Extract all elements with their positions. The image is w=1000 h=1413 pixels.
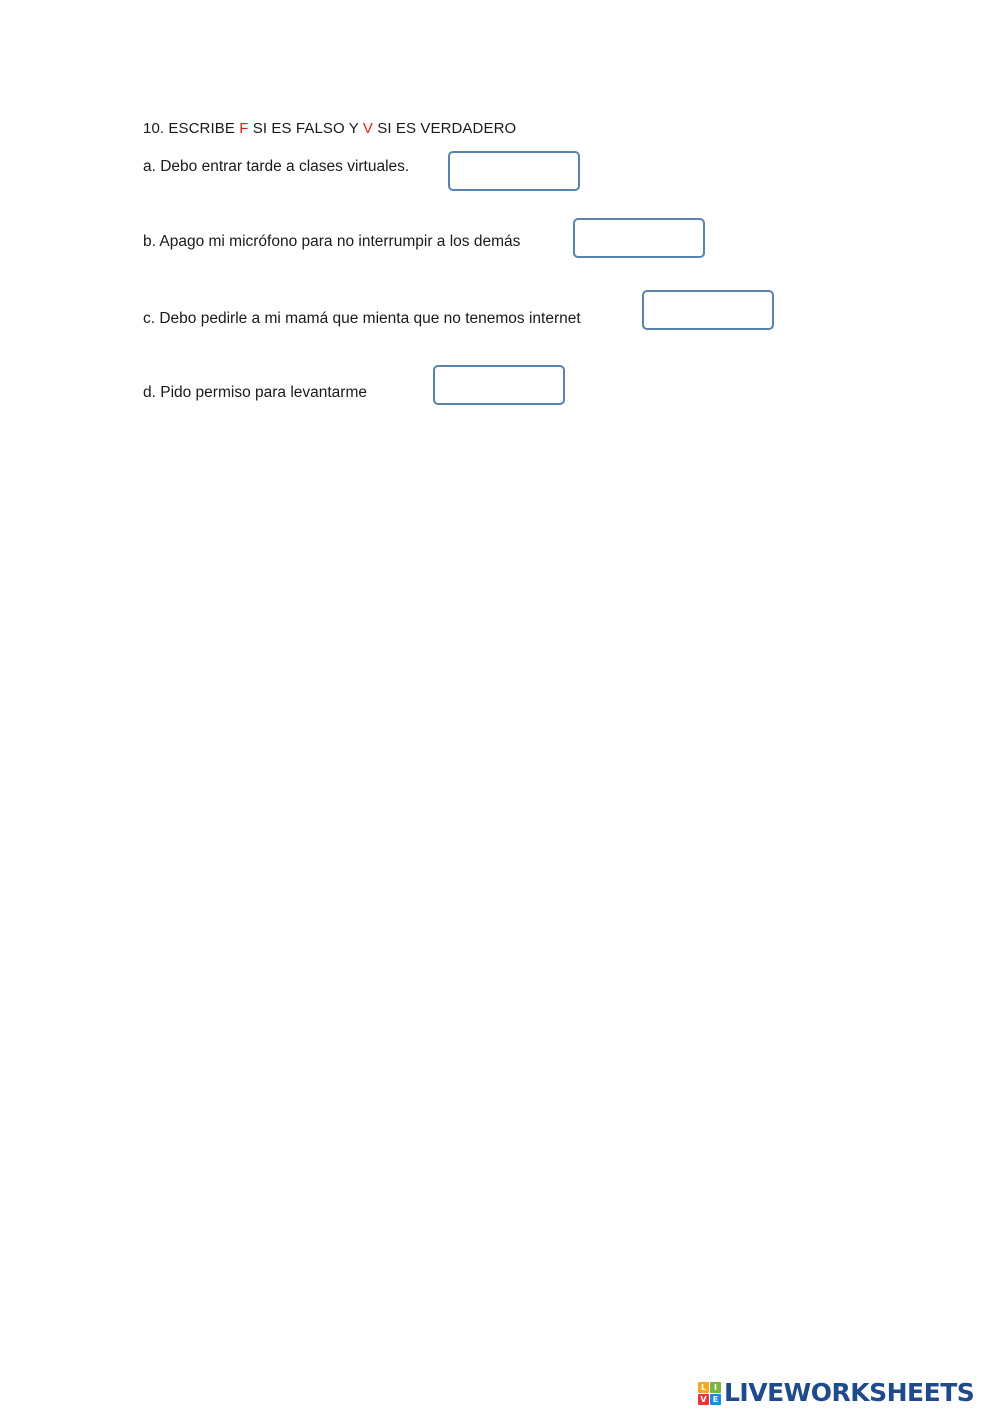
title-prefix: 10. ESCRIBE [143, 120, 240, 137]
title-letter-f: F [239, 120, 249, 137]
answer-box-b[interactable] [573, 218, 705, 258]
statement-d: d. Pido permiso para levantarme [143, 384, 368, 401]
answer-box-d[interactable] [433, 365, 565, 405]
liveworksheets-logo [698, 1378, 974, 1408]
logo-mark-letter: V [698, 1394, 709, 1405]
answer-box-a[interactable] [448, 151, 580, 191]
statement-c: c. Debo pedirle a mi mamá que mienta que no tenemos internet [143, 310, 581, 327]
title-middle: SI ES FALSO Y [248, 120, 363, 137]
answer-box-c[interactable] [642, 290, 774, 330]
title-letter-v: V [362, 120, 373, 137]
logo-mark-letter: E [710, 1394, 721, 1405]
logo-mark-letter: L [698, 1382, 709, 1393]
statement-b: b. Apago mi micrófono para no interrumpir a los demás [143, 233, 521, 250]
logo-mark-icon [698, 1382, 721, 1405]
statement-a: a. Debo entrar tarde a clases virtuales. [143, 158, 410, 175]
exercise-title [143, 120, 516, 137]
title-suffix: SI ES VERDADERO [372, 120, 517, 137]
logo-wordmark: LIVEWORKSHEETS [724, 1378, 975, 1407]
logo-mark-letter: I [710, 1382, 721, 1393]
